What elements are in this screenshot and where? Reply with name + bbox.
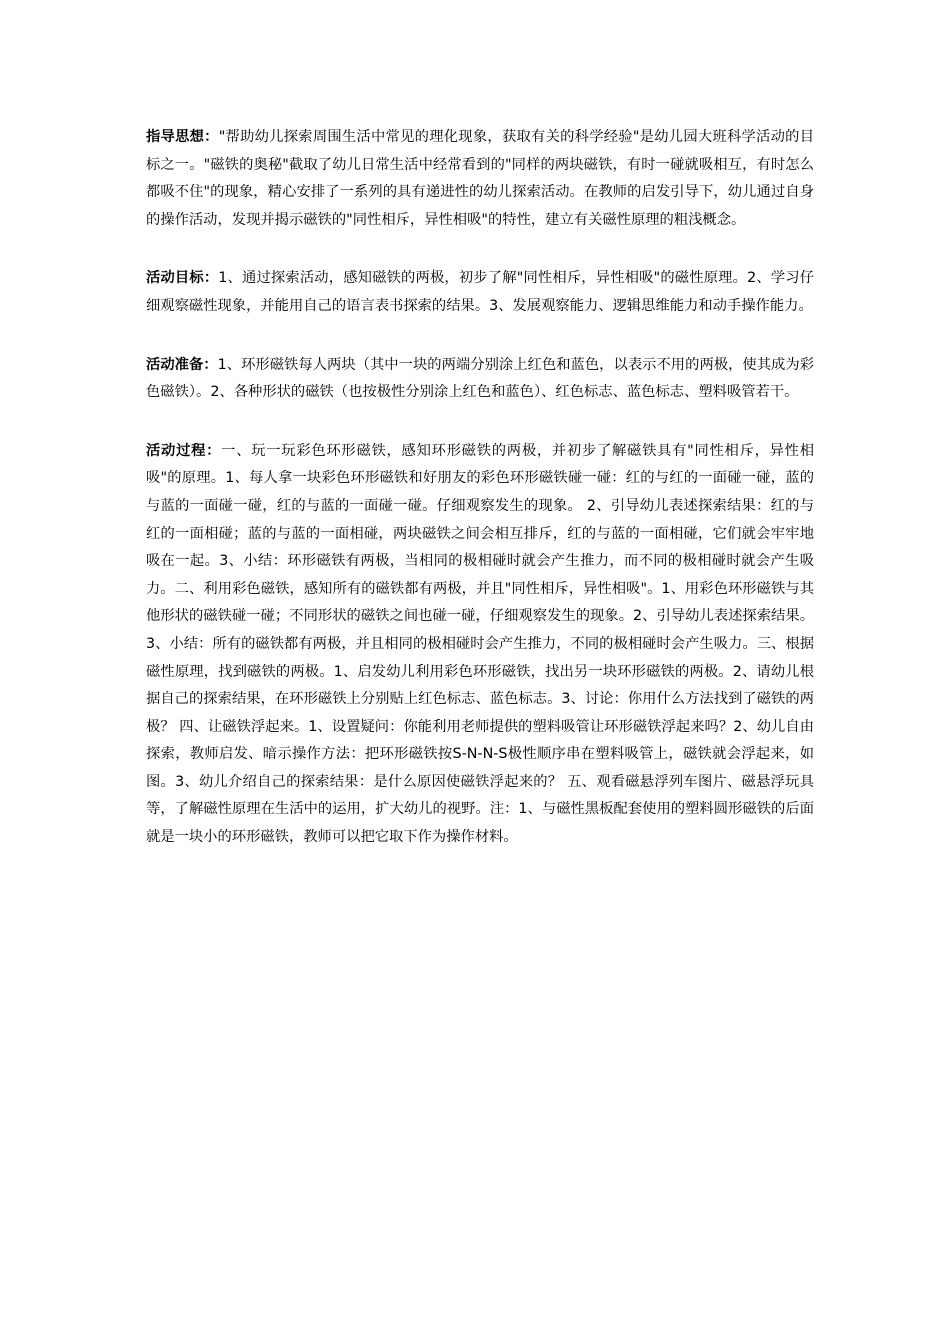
activity-preparation-label: 活动准备： — [146, 356, 218, 373]
activity-preparation-text: 1、环形磁铁每人两块（其中一块的两端分别涂上红色和蓝色，以表示不用的两极，使其成为彩色磁铁）。2、各种形状的磁铁（也按极性分别涂上红色和蓝色）、红色标志、蓝色标志、塑料吸管若干。 — [146, 356, 815, 401]
activity-process-text: 一、玩一玩彩色环形磁铁，感知环形磁铁的两极，并初步了解磁铁具有"同性相斥，异性相吸"的原理。1、每人拿一块彩色环形磁铁和好朋友的彩色环形磁铁碰一碰：红的与红的一面碰一碰，蓝的与蓝的一面碰一碰，红的与蓝的一面碰一碰。仔细观察发生的现象。 2、引导幼儿表述探索结果：红的与红的一面相碰；蓝的与蓝的一面相碰，两块磁铁之间会相互排斥，红的与蓝的一面相碰，它们就会牢牢地吸在一起。3、小结：环形磁铁有两极，当相同的极相碰时就会产生推力，而不同的极相碰时就会产生吸力。二、利用彩色磁铁，感知所有的磁铁都有两极，并且"同性相斥，异性相吸"。1、用彩色环形磁铁与其他形状的磁铁碰一碰；不同形状的磁铁之间也碰一碰，仔细观察发生的现象。2、引导幼儿表述探索结果。3、小结：所有的磁铁都有两极，并且相同的极相碰时会产生推力，不同的极相碰时会产生吸力。三、根据磁性原理，找到磁铁的两极。1、启发幼儿利用彩色环形磁铁，找出另一块环形磁铁的两极。2、请幼儿根据自己的探索结果，在环形磁铁上分别贴上红色标志、蓝色标志。3、讨论：你用什么方法找到了磁铁的两极？ 四、让磁铁浮起来。1、设置疑问：你能利用老师提供的塑料吸管让环形磁铁浮起来吗？2、幼儿自由探索，教师启发、暗示操作方法：把环形磁铁按S-N-N-S极性顺序串在塑料吸管上，磁铁就会浮起来，如图。3、幼儿介绍自己的探索结果：是什么原因使磁铁浮起来的？ 五、观看磁悬浮列车图片、磁悬浮玩具等，了解磁性原理在生活中的运用，扩大幼儿的视野。注：1、与磁性黑板配套使用的塑料圆形磁铁的后面就是一块小的环形磁铁，教师可以把它取下作为操作材料。 — [146, 442, 815, 846]
guiding-thought-text: "帮助幼儿探索周围生活中常见的理化现象，获取有关的科学经验"是幼儿园大班科学活动的目标之一。"磁铁的奥秘"截取了幼儿日常生活中经常看到的"同样的两块磁铁，有时一碰就吸相互，有时怎么都吸不住"的现象，精心安排了一系列的具有递进性的幼儿探索活动。在教师的启发引导下，幼儿通过自身的操作活动，发现并揭示磁铁的"同性相斥，异性相吸"的特性，建立有关磁性原理的粗浅概念。 — [146, 129, 814, 228]
activity-process-label: 活动过程： — [146, 442, 222, 459]
activity-goals-paragraph — [146, 265, 814, 320]
document-body — [146, 124, 814, 883]
guiding-thought-paragraph — [146, 124, 814, 234]
activity-goals-text: 1、通过探索活动，感知磁铁的两极，初步了解"同性相斥，异性相吸"的磁性原理。2、学习仔细观察磁性现象，并能用自己的语言表书探索的结果。3、发展观察能力、逻辑思维能力和动手操作能力。 — [146, 270, 815, 314]
activity-process-paragraph — [146, 438, 814, 852]
guiding-thought-label: 指导思想： — [146, 129, 219, 145]
activity-goals-label: 活动目标： — [146, 270, 219, 287]
activity-preparation-paragraph — [146, 352, 814, 407]
